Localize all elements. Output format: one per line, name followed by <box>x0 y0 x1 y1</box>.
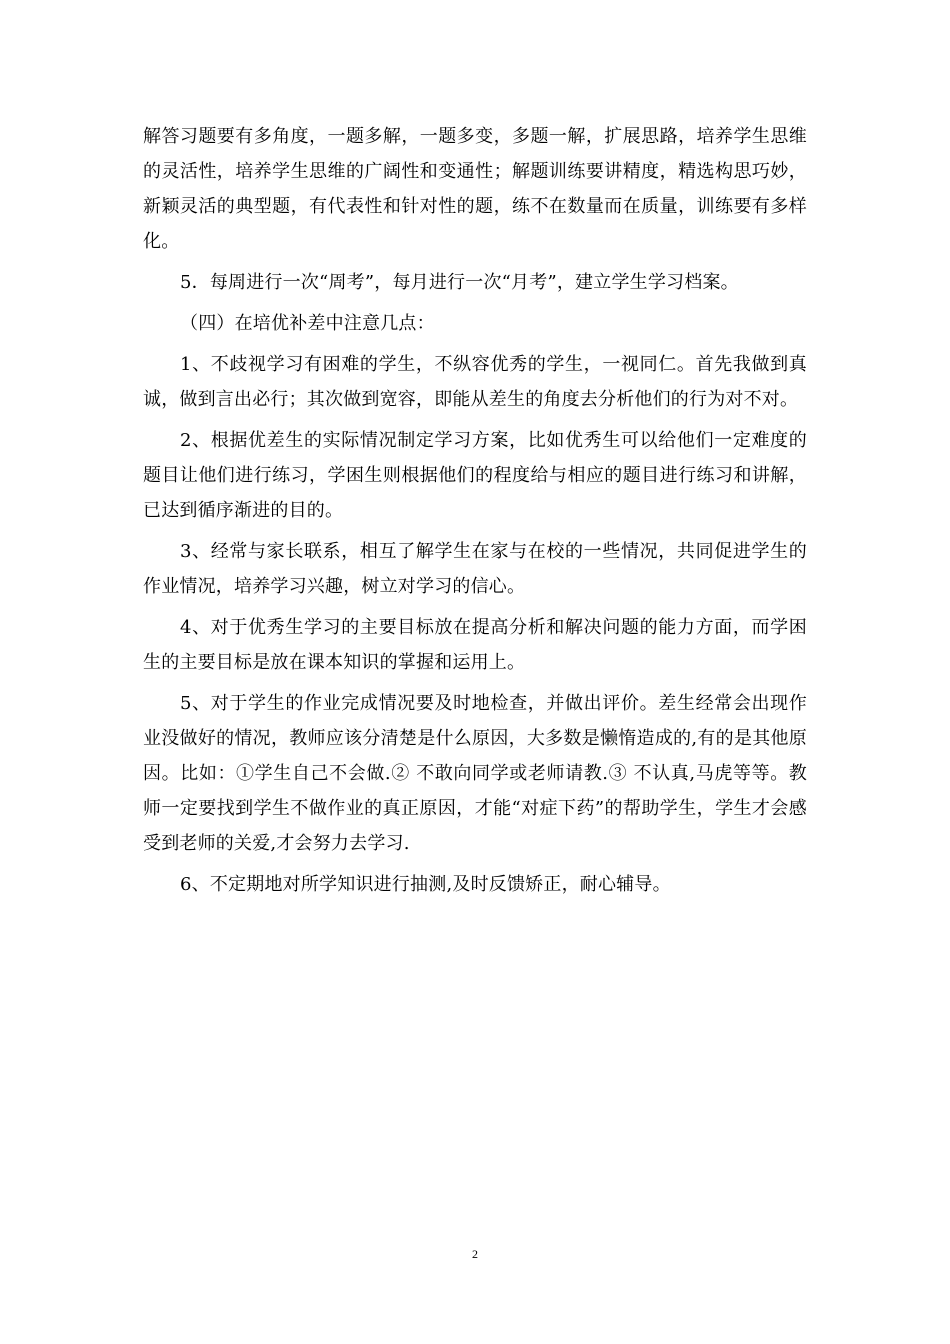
paragraph-continuation: 解答习题要有多角度，一题多解，一题多变，多题一解，扩展思路，培养学生思维的灵活性，培养学生思维的广阔性和变通性；解题训练要讲精度，精选构思巧妙，新颖灵活的典型题，有代表性和针对性的题，练不在数量而在质量，训练要有多样化。 <box>143 126 807 252</box>
paragraph-point-2: 2、根据优差生的实际情况制定学习方案，比如优秀生可以给他们一定难度的题目让他们进行练习，学困生则根据他们的程度给与相应的题目进行练习和讲解，已达到循序渐进的目的。 <box>143 430 807 521</box>
paragraph-point-4: 4、对于优秀生学习的主要目标放在提高分析和解决问题的能力方面，而学困生的主要目标是放在课本知识的掌握和运用上。 <box>143 617 807 673</box>
paragraph-point-3: 3、经常与家长联系，相互了解学生在家与在校的一些情况，共同促进学生的作业情况，培养学习兴趣，树立对学习的信心。 <box>143 541 807 597</box>
paragraph-point-1: 1、不歧视学习有困难的学生，不纵容优秀的学生，一视同仁。首先我做到真诚，做到言出必行；其次做到宽容，即能从差生的角度去分析他们的行为对不对。 <box>143 354 807 410</box>
document-body <box>143 119 807 908</box>
section-heading-four: （四）在培优补差中注意几点： <box>180 313 435 334</box>
paragraph-point-5: 5、对于学生的作业完成情况要及时地检查，并做出评价。差生经常会出现作业没做好的情况，教师应该分清楚是什么原因，大多数是懒惰造成的,有的是其他原因。比如：①学生自己不会做.② 不敢向同学或老师请教.③ 不认真,马虎等等。教师一定要找到学生不做作业的真正原因，才能“对症下药”的帮助学生，学生才会感受到老师的关爱,才会努力去学习. <box>143 693 807 854</box>
page-number: 2 <box>472 1247 478 1261</box>
paragraph-item-5-weekly-exam: 5．每周进行一次“周考”，每月进行一次“月考”，建立学生学习档案。 <box>180 272 739 293</box>
paragraph-point-6: 6、不定期地对所学知识进行抽测,及时反馈矫正，耐心辅导。 <box>180 874 671 895</box>
